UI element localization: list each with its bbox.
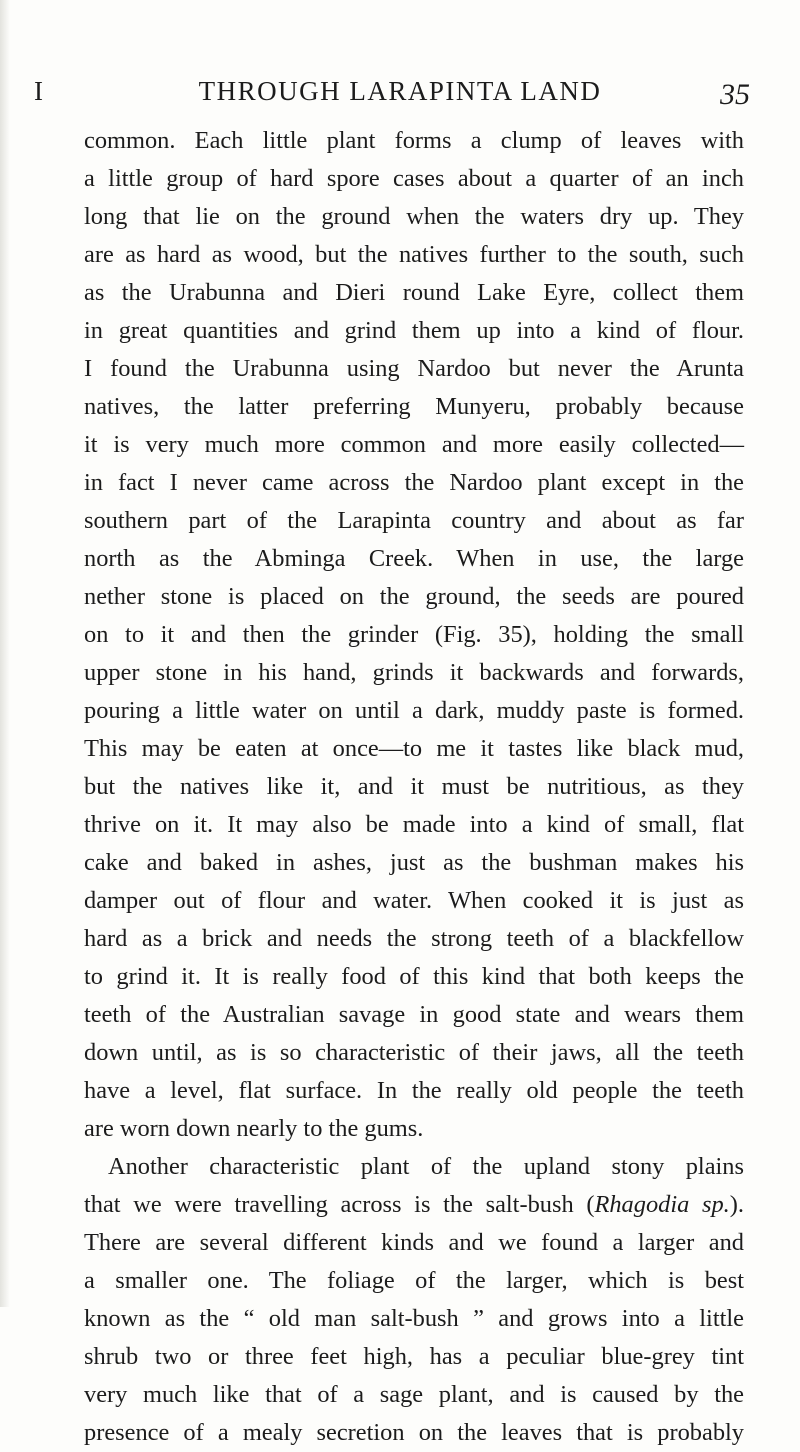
text-line: on to it and then the grinder (Fig. 35), holding the small xyxy=(84,621,744,648)
italic-species-name: Rhagodia sp. xyxy=(594,1191,730,1218)
text-line: nether stone is placed on the ground, the seeds are poured xyxy=(84,583,744,610)
text-line: teeth of the Australian savage in good state and wears them xyxy=(84,1001,744,1028)
page-edge-shadow xyxy=(0,0,10,1307)
body-text xyxy=(84,122,744,1452)
running-title: THROUGH LARAPINTA LAND xyxy=(198,76,602,106)
text-line: common. Each little plant forms a clump of leaves with xyxy=(84,127,744,154)
chapter-numeral: I xyxy=(34,76,44,106)
page-number: 35 xyxy=(720,78,750,111)
text-line: natives, the latter preferring Munyeru, probably because xyxy=(84,393,744,420)
text-line: down until, as is so characteristic of their jaws, all the teeth xyxy=(84,1039,744,1066)
text-line: north as the Abminga Creek. When in use, the large xyxy=(84,545,744,572)
text-line: long that lie on the ground when the waters dry up. They xyxy=(84,203,744,230)
text-line: are as hard as wood, but the natives further to the south, such xyxy=(84,241,744,268)
text-line: known as the “ old man salt-bush ” and grows into a little xyxy=(84,1305,744,1332)
text-line: southern part of the Larapinta country and about as far xyxy=(84,507,744,534)
text-line: presence of a mealy secretion on the leaves that is probably xyxy=(84,1419,744,1446)
text-line: upper stone in his hand, grinds it backwards and forwards, xyxy=(84,659,744,686)
text-line: hard as a brick and needs the strong teeth of a blackfellow xyxy=(84,925,744,952)
text-line: in great quantities and grind them up into a kind of flour. xyxy=(84,317,744,344)
text-segment: ). xyxy=(729,1191,744,1218)
text-line: I found the Urabunna using Nardoo but never the Arunta xyxy=(84,355,744,382)
text-line: it is very much more common and more easily collected— xyxy=(84,431,744,458)
running-header xyxy=(0,76,800,112)
paragraph-start-line: Another characteristic plant of the upland stony plains xyxy=(108,1153,744,1180)
text-line: a little group of hard spore cases about a quarter of an inch xyxy=(84,165,744,192)
text-line: shrub two or three feet high, has a peculiar blue-grey tint xyxy=(84,1343,744,1370)
text-line: This may be eaten at once—to me it tastes like black mud, xyxy=(84,735,744,762)
text-line: cake and baked in ashes, just as the bushman makes his xyxy=(84,849,744,876)
text-line: damper out of flour and water. When cooked it is just as xyxy=(84,887,744,914)
text-line: to grind it. It is really food of this kind that both keeps the xyxy=(84,963,744,990)
text-line-with-italic xyxy=(84,1186,744,1224)
text-line: but the natives like it, and it must be nutritious, as they xyxy=(84,773,744,800)
text-line: pouring a little water on until a dark, muddy paste is formed. xyxy=(84,697,744,724)
text-line: There are several different kinds and we found a larger and xyxy=(84,1229,744,1256)
text-line: as the Urabunna and Dieri round Lake Eyre, collect them xyxy=(84,279,744,306)
text-line: thrive on it. It may also be made into a kind of small, flat xyxy=(84,811,744,838)
paragraph-end-line: are worn down nearly to the gums. xyxy=(84,1115,424,1142)
text-line: a smaller one. The foliage of the larger, which is best xyxy=(84,1267,744,1294)
text-line: very much like that of a sage plant, and is caused by the xyxy=(84,1381,744,1408)
text-line: in fact I never came across the Nardoo plant except in the xyxy=(84,469,744,496)
text-line: have a level, flat surface. In the really old people the teeth xyxy=(84,1077,744,1104)
text-segment: that we were travelling across is the salt-bush ( xyxy=(84,1191,595,1218)
